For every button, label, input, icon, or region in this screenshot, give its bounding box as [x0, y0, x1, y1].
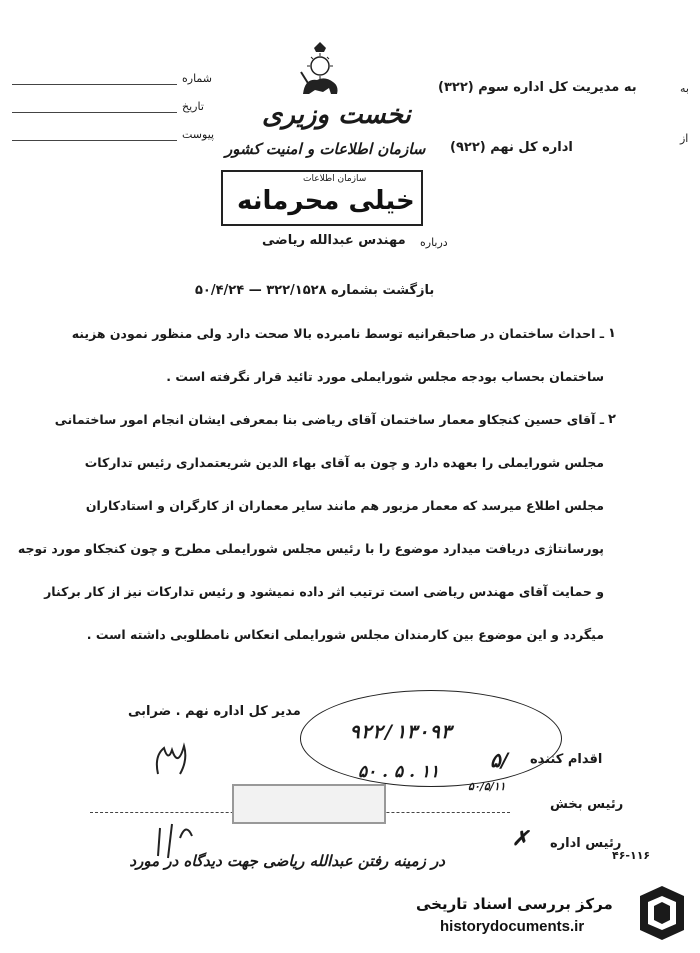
- action-label: اقدام کننده: [530, 752, 603, 767]
- item-2-line-2: مجلس شورایملی را بعهده دارد و چون به آقای بهاء الدین شریعتمداری رئیس تدارکات: [84, 455, 604, 470]
- watermark-url: historydocuments.ir: [440, 918, 585, 935]
- signature-mark: [150, 738, 195, 783]
- date-field-line: [12, 112, 177, 113]
- number-field-label: شماره: [182, 72, 213, 85]
- action-value: ۵/: [490, 748, 509, 772]
- office-head-label: رئیس اداره: [550, 836, 622, 851]
- item-1-number: ۱: [608, 326, 616, 341]
- classification-stamp-header: سازمان اطلاعات: [303, 174, 367, 184]
- section-head-label: رئیس بخش: [550, 797, 624, 812]
- item-2-line-6: میگردد و این موضوع بین کارمندان مجلس شورایملی انعکاس نامطلوبی داشته است .: [86, 627, 604, 642]
- number-field-line: [12, 84, 177, 85]
- to-prefix: به: [680, 82, 689, 95]
- reference-line: بازگشت بشماره ۳۲۲/۱۵۲۸ — ۵۰/۴/۲۴: [195, 283, 435, 298]
- org-title: نخست وزیری: [262, 100, 411, 130]
- item-2-number: ۲: [608, 412, 616, 427]
- item-2-line-5: و حمایت آقای مهندس ریاضی است ترتیب اثر داده نمیشود و رئیس تدارکات نیز از کار برکنار: [44, 584, 604, 599]
- item-2-line-1: ـ آقای حسین کنجکاو معمار ساختمان آقای ریاضی بنا بمعرفی ایشان انجام امور ساختمانی: [54, 412, 604, 427]
- handwritten-note: در زمینه رفتن عبدالله ریاضی جهت دیدگاه در مورد: [129, 852, 445, 870]
- item-2-line-3: مجلس اطلاع میرسد که معمار مزبور هم مانند سایر معماران از کارگران و استادکاران: [85, 498, 604, 513]
- office-head-mark: ✗: [512, 826, 529, 850]
- classification-stamp: [221, 170, 423, 226]
- org-subtitle: سازمان اطلاعات و امنیت کشور: [225, 140, 426, 158]
- lion-and-sun-emblem: [295, 42, 345, 100]
- handwritten-date: ۵۰ . ۵ . ۱۱: [358, 762, 440, 782]
- item-1-line-1: ـ احداث ساختمان در صاحبقرانیه توسط نامبرده بالا صحت دارد ولی منظور نمودن هزینه: [71, 326, 604, 341]
- date-field-label: تاریخ: [182, 100, 204, 113]
- form-code: ۴۶-۱۱۶: [612, 849, 651, 862]
- from-sender: اداره کل نهم (۹۲۲): [450, 140, 573, 155]
- faded-stamp: [232, 784, 386, 824]
- attachment-field-line: [12, 140, 177, 141]
- regarding-label: درباره: [420, 236, 448, 249]
- action-date: ۵۰/۵/۱۱: [468, 780, 506, 793]
- registration-number: ۹۲۲/۱۳۰۹۳: [349, 721, 452, 743]
- regarding-value: مهندس عبدالله ریاضی: [262, 233, 406, 248]
- attachment-field-label: پیوست: [182, 128, 215, 141]
- watermark-logo-icon: [634, 882, 690, 944]
- to-recipient: به مدیریت کل اداره سوم (۳۲۲): [438, 80, 637, 95]
- from-prefix: از: [680, 132, 689, 145]
- signatory-line: مدیر کل اداره نهم . ضرابی: [128, 704, 301, 719]
- watermark-title: مرکز بررسی اسناد تاریخی: [416, 895, 613, 913]
- item-1-line-2: ساختمان بحساب بودجه مجلس شورایملی مورد تائید قرار نگرفته است .: [166, 369, 604, 384]
- item-2-line-4: پورسانتاژی دریافت میدارد موضوع را با رئیس مجلس شورایملی مطرح و چون کنجکاو مورد توجه: [17, 541, 604, 556]
- classification-stamp-text: خیلی محرمانه: [237, 186, 415, 216]
